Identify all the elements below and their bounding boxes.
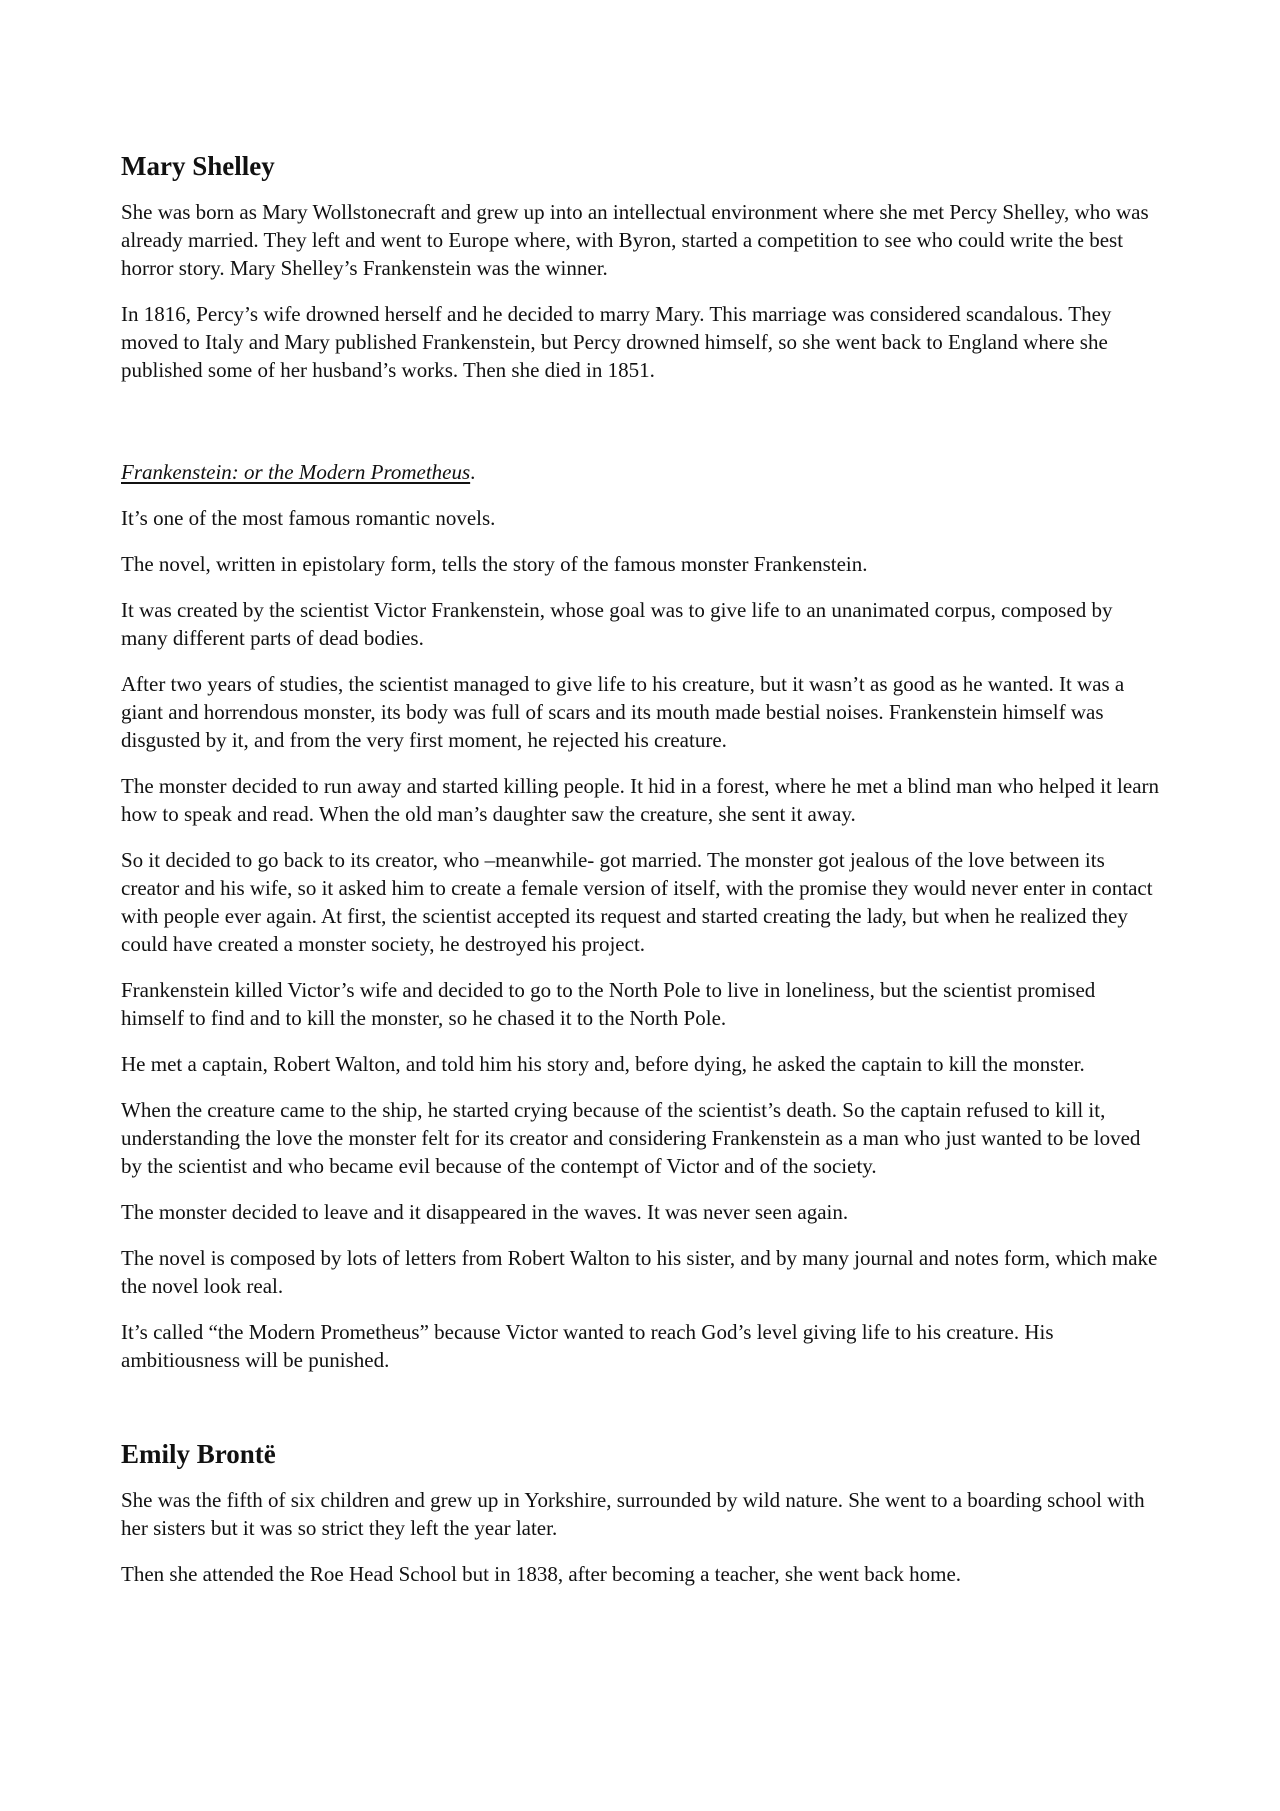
novel-title-suffix: . (470, 460, 476, 484)
paragraph: Frankenstein killed Victor’s wife and decided to go to the North Pole to live in loneliness, but the scientist promised himself to find and to kill the monster, so he chased it to the North Pole. (121, 978, 1096, 1030)
paragraph: The novel, written in epistolary form, tells the story of the famous monster Frankenstein. (121, 552, 868, 576)
section-frankenstein (121, 458, 1161, 1374)
paragraph: It was created by the scientist Victor Frankenstein, whose goal was to give life to an unanimated corpus, composed by many different parts of dead bodies. (121, 598, 1113, 650)
paragraph: In 1816, Percy’s wife drowned herself and he decided to marry Mary. This marriage was considered scandalous. They moved to Italy and Mary published Frankenstein, but Percy drowned himself, so she went back to England where she published some of her husband’s works. Then she died in 1851. (121, 302, 1112, 382)
paragraph: The monster decided to leave and it disappeared in the waves. It was never seen again. (121, 1200, 849, 1224)
paragraph: When the creature came to the ship, he started crying because of the scientist’s death. So the captain refused to kill it, understanding the love the monster felt for its creator and considering Frankenstein as a man who just wanted to be loved by the scientist and who became evil because of the contempt of Victor and of the society. (121, 1098, 1141, 1178)
spacer (121, 1392, 1161, 1438)
paragraph: She was the fifth of six children and grew up in Yorkshire, surrounded by wild nature. She went to a boarding school with her sisters but it was so strict they left the year later. (121, 1488, 1145, 1540)
paragraph: He met a captain, Robert Walton, and told him his story and, before dying, he asked the captain to kill the monster. (121, 1052, 1085, 1076)
section-emily-bronte (121, 1438, 1161, 1588)
section-heading: Emily Brontë (121, 1439, 276, 1469)
paragraph: Then she attended the Roe Head School but in 1838, after becoming a teacher, she went back home. (121, 1562, 962, 1586)
paragraph: The novel is composed by lots of letters from Robert Walton to his sister, and by many journal and notes form, which make the novel look real. (121, 1246, 1158, 1298)
paragraph: It’s one of the most famous romantic novels. (121, 506, 496, 530)
section-mary-shelley (121, 150, 1161, 384)
novel-title: Frankenstein: or the Modern Prometheus (121, 460, 471, 484)
paragraph: She was born as Mary Wollstonecraft and grew up into an intellectual environment where she met Percy Shelley, who was already married. They left and went to Europe where, with Byron, started a competition to see who could write the best horror story. Mary Shelley’s Frankenstein was the winner. (121, 200, 1149, 280)
paragraph: The monster decided to run away and started killing people. It hid in a forest, where he met a blind man who helped it learn how to speak and read. When the old man’s daughter saw the creature, she sent it away. (121, 774, 1160, 826)
document-page (121, 150, 1161, 1606)
spacer (121, 402, 1161, 458)
paragraph: After two years of studies, the scientist managed to give life to his creature, but it wasn’t as good as he wanted. It was a giant and horrendous monster, its body was full of scars and its mouth made bestial noises. Frankenstein himself was disgusted by it, and from the very first moment, he rejected his creature. (121, 672, 1125, 752)
novel-title-line (121, 458, 1161, 486)
paragraph: So it decided to go back to its creator, who –meanwhile- got married. The monster got jealous of the love between its creator and his wife, so it asked him to create a female version of itself, with the promise they would never enter in contact with people ever again. At first, the scientist accepted its request and started creating the lady, but when he realized they could have created a monster society, he destroyed his project. (121, 848, 1153, 956)
section-heading: Mary Shelley (121, 151, 275, 181)
paragraph: It’s called “the Modern Prometheus” because Victor wanted to reach God’s level giving life to his creature. His ambitiousness will be punished. (121, 1320, 1054, 1372)
